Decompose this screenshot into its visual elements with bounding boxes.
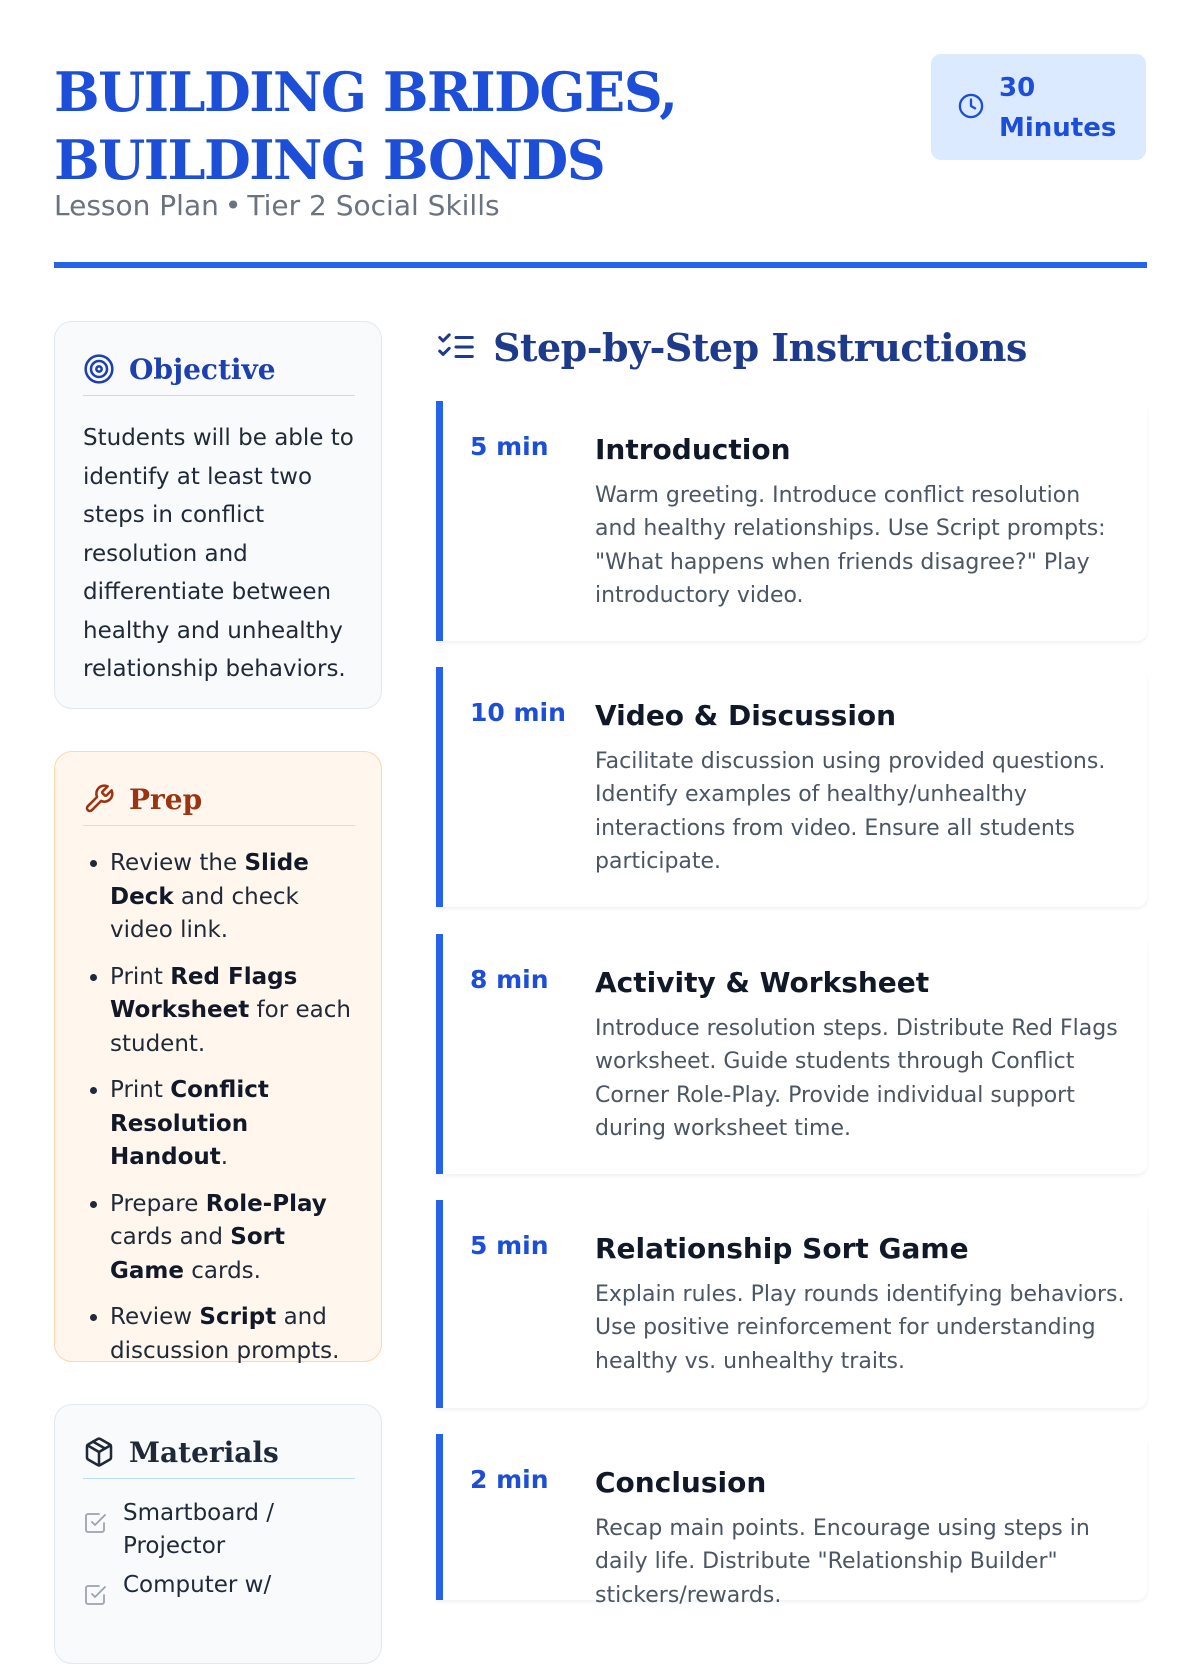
instructions-header [437, 320, 1147, 376]
prep-item-text: Prepare [110, 1190, 206, 1217]
checklist-icon [437, 330, 475, 364]
page-header [54, 58, 1147, 268]
objective-text: Students will be able to identify at least two steps in conflict resolution and differentiate between healthy and unhealthy relationship behaviors. [83, 425, 354, 682]
materials-heading: Materials [129, 1436, 279, 1469]
material-label: Smartboard / Projector [123, 1500, 275, 1559]
target-icon [83, 353, 115, 385]
clock-icon [957, 92, 985, 120]
step-title: Conclusion [595, 1466, 767, 1499]
step-card [436, 1200, 1147, 1408]
objective-card [54, 321, 382, 709]
prep-item-emphasis: Sort Game [110, 1224, 285, 1284]
step-card [436, 401, 1147, 641]
prep-card [54, 751, 382, 1362]
wrench-icon [83, 783, 115, 815]
step-time: 5 min [470, 1231, 549, 1260]
prep-item-text: and discussion prompts. [110, 1304, 340, 1364]
objective-heading: Objective [129, 353, 276, 386]
subtitle-type: Lesson Plan [54, 189, 219, 222]
step-title: Introduction [595, 433, 791, 466]
prep-item-emphasis: Conflict Resolution Handout [110, 1077, 269, 1170]
prep-item-emphasis: Red Flags Worksheet [110, 963, 298, 1023]
prep-item-text: . [220, 1144, 229, 1170]
materials-header [83, 1433, 355, 1479]
box-icon [83, 1436, 115, 1468]
prep-item-emphasis: Role-Play [205, 1190, 327, 1217]
page-title: BUILDING BRIDGES, BUILDING BONDS [54, 60, 677, 192]
prep-item-text: cards. [183, 1257, 261, 1284]
step-title: Video & Discussion [595, 699, 897, 732]
prep-item [110, 1301, 355, 1368]
step-description: Recap main points. Encourage using steps in daily life. Distribute "Relationship Builder" stickers/rewards. [595, 1516, 1090, 1608]
prep-item-emphasis: Script [199, 1304, 277, 1330]
lesson-plan-page [54, 0, 1147, 1608]
prep-item-text: Review the [110, 850, 245, 876]
page-subtitle [54, 189, 500, 223]
subtitle-topic: Tier 2 Social Skills [247, 189, 500, 222]
prep-header [83, 780, 355, 826]
prep-item-text: Print [110, 963, 171, 990]
prep-list [83, 847, 355, 1381]
objective-header [83, 350, 355, 396]
prep-item-text: Review [110, 1304, 200, 1330]
step-title: Activity & Worksheet [595, 966, 930, 999]
checkbox-icon [83, 1511, 107, 1535]
step-description: Explain rules. Play rounds identifying behaviors. Use positive reinforcement for understanding healthy vs. unhealthy traits. [595, 1282, 1125, 1374]
prep-item-text: cards and [110, 1224, 231, 1250]
material-label: Computer w/ [123, 1572, 272, 1598]
prep-item [110, 1188, 355, 1289]
header-divider [54, 262, 1147, 268]
step-description: Introduce resolution steps. Distribute Red Flags worksheet. Guide students through Conflict Corner Role-Play. Provide individual support during worksheet time. [595, 1016, 1118, 1141]
step-card [436, 934, 1147, 1174]
prep-item [110, 847, 355, 948]
checkbox-icon [83, 1583, 107, 1607]
prep-heading: Prep [129, 783, 203, 816]
step-time: 2 min [470, 1465, 549, 1494]
step-description: Warm greeting. Introduce conflict resolution and healthy relationships. Use Script prompts: "What happens when friends disagree?" Play introductory video. [595, 483, 1106, 608]
step-card [436, 667, 1147, 907]
step-description: Facilitate discussion using provided questions. Identify examples of healthy/unhealthy interactions from video. Ensure all students participate. [595, 749, 1106, 874]
materials-card [54, 1404, 382, 1664]
step-card [436, 1434, 1147, 1608]
instructions-heading: Step-by-Step Instructions [493, 325, 1027, 370]
prep-item-text: and check video link. [110, 883, 299, 943]
prep-item-text: for each student. [110, 997, 351, 1057]
subtitle-separator: • [224, 189, 242, 222]
step-time: 5 min [470, 432, 549, 461]
prep-item [110, 961, 355, 1062]
duration-badge [931, 54, 1146, 160]
prep-item-emphasis: Slide Deck [110, 850, 309, 910]
prep-item [110, 1074, 355, 1175]
step-time: 10 min [470, 698, 566, 727]
prep-item-text: Print [110, 1077, 171, 1103]
step-time: 8 min [470, 965, 549, 994]
step-title: Relationship Sort Game [595, 1232, 969, 1265]
duration-text: 30 Minutes [999, 73, 1117, 143]
